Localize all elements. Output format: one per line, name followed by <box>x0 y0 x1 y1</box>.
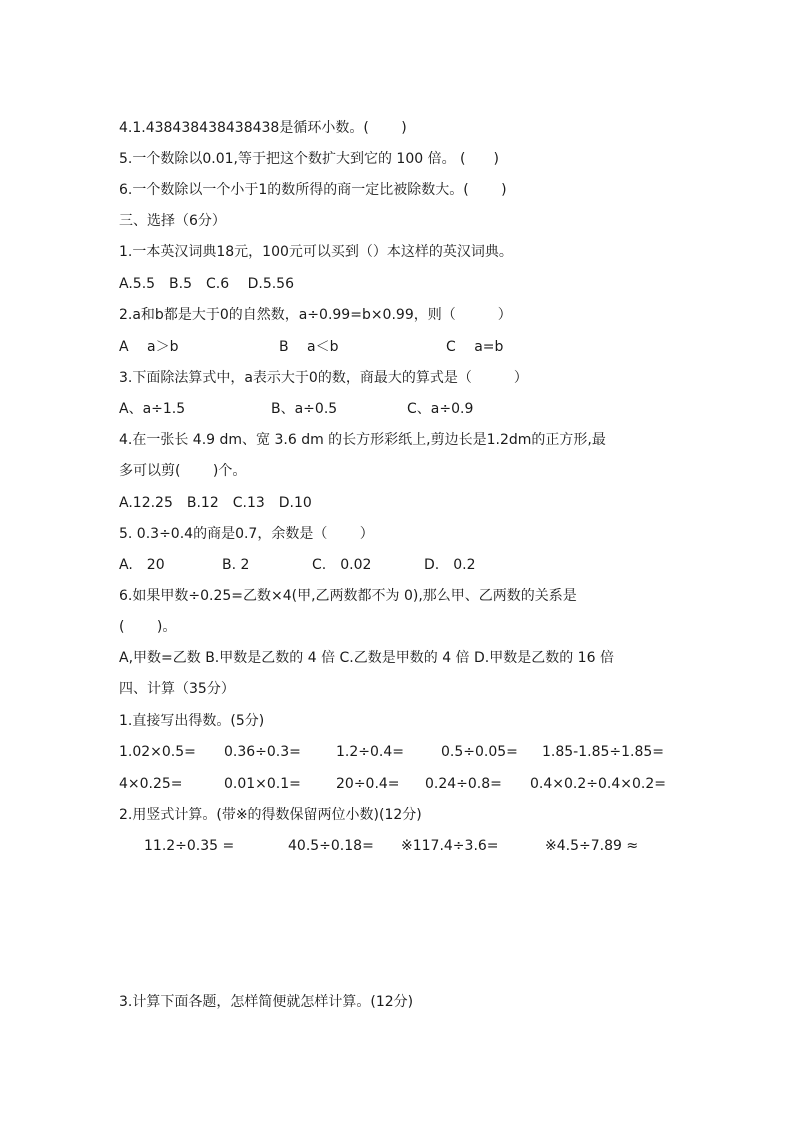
choice-question-3: 3.下面除法算式中，a表示大于0的数，商最大的算式是（ ） <box>119 370 528 386</box>
choice-question-2-option-b: B a＜b <box>279 339 339 355</box>
choice-question-6-options: A,甲数=乙数 B.甲数是乙数的 4 倍 C.乙数是甲数的 4 倍 D.甲数是乙数的 16 倍 <box>119 650 614 666</box>
choice-question-3-option-a: A、a÷1.5 <box>119 401 186 417</box>
vertical-calc-3: ※117.4÷3.6= <box>401 838 499 854</box>
calc-oral-4: 0.5÷0.05= <box>441 744 518 760</box>
choice-question-4-line-1: 4.在一张长 4.9 dm、宽 3.6 dm 的长方形彩纸上,剪边长是1.2dm的正方形,最 <box>119 432 606 448</box>
calc-oral-8: 20÷0.4= <box>336 776 400 792</box>
vertical-calc-2: 40.5÷0.18= <box>288 838 374 854</box>
choice-question-2-option-c: C a=b <box>446 339 504 355</box>
section-3-heading: 三、选择（6分） <box>119 213 226 229</box>
choice-question-2-option-a: A a＞b <box>119 339 179 355</box>
choice-question-5-option-d: D. 0.2 <box>424 557 476 573</box>
calc-oral-2: 0.36÷0.3= <box>224 744 301 760</box>
judge-question-6: 6.一个数除以一个小于1的数所得的商一定比被除数大。( ) <box>119 182 507 198</box>
calc-oral-3: 1.2÷0.4= <box>336 744 404 760</box>
judge-question-5: 5.一个数除以0.01,等于把这个数扩大到它的 100 倍。 ( ) <box>119 151 499 167</box>
choice-question-6-line-1: 6.如果甲数÷0.25=乙数×4(甲,乙两数都不为 0),那么甲、乙两数的关系是 <box>119 588 577 604</box>
choice-question-4-options: A.12.25 B.12 C.13 D.10 <box>119 495 312 511</box>
choice-question-5: 5. 0.3÷0.4的商是0.7，余数是（ ） <box>119 526 374 542</box>
choice-question-5-option-a: A. 20 <box>119 557 165 573</box>
choice-question-6-line-2: ( )。 <box>119 619 177 635</box>
vertical-calc-4: ※4.5÷7.89 ≈ <box>545 838 639 854</box>
vertical-calc-1: 11.2÷0.35 = <box>144 838 235 854</box>
calc-oral-9: 0.24÷0.8= <box>425 776 502 792</box>
choice-question-1: 1.一本英汉词典18元，100元可以买到（）本这样的英汉词典。 <box>119 244 513 260</box>
calc-oral-6: 4×0.25= <box>119 776 183 792</box>
choice-question-3-option-c: C、a÷0.9 <box>407 401 474 417</box>
calc-part-3-title: 3.计算下面各题，怎样简便就怎样计算。(12分) <box>119 994 414 1010</box>
choice-question-2: 2.a和b都是大于0的自然数，a÷0.99=b×0.99，则（ ） <box>119 307 512 323</box>
choice-question-5-option-b: B. 2 <box>222 557 250 573</box>
judge-question-4: 4.1.438438438438438是循环小数。( ) <box>119 120 407 136</box>
calc-part-2-title: 2.用竖式计算。(带※的得数保留两位小数)(12分) <box>119 807 422 823</box>
calc-oral-1: 1.02×0.5= <box>119 744 196 760</box>
calc-oral-7: 0.01×0.1= <box>224 776 301 792</box>
choice-question-4-line-2: 多可以剪( )个。 <box>119 463 247 479</box>
calc-part-1-title: 1.直接写出得数。(5分) <box>119 713 265 729</box>
choice-question-1-options: A.5.5 B.5 C.6 D.5.56 <box>119 276 294 292</box>
choice-question-5-option-c: C. 0.02 <box>312 557 372 573</box>
calc-oral-5: 1.85-1.85÷1.85= <box>542 744 665 760</box>
section-4-heading: 四、计算（35分） <box>119 681 235 697</box>
calc-oral-10: 0.4×0.2÷0.4×0.2= <box>530 776 666 792</box>
choice-question-3-option-b: B、a÷0.5 <box>271 401 338 417</box>
